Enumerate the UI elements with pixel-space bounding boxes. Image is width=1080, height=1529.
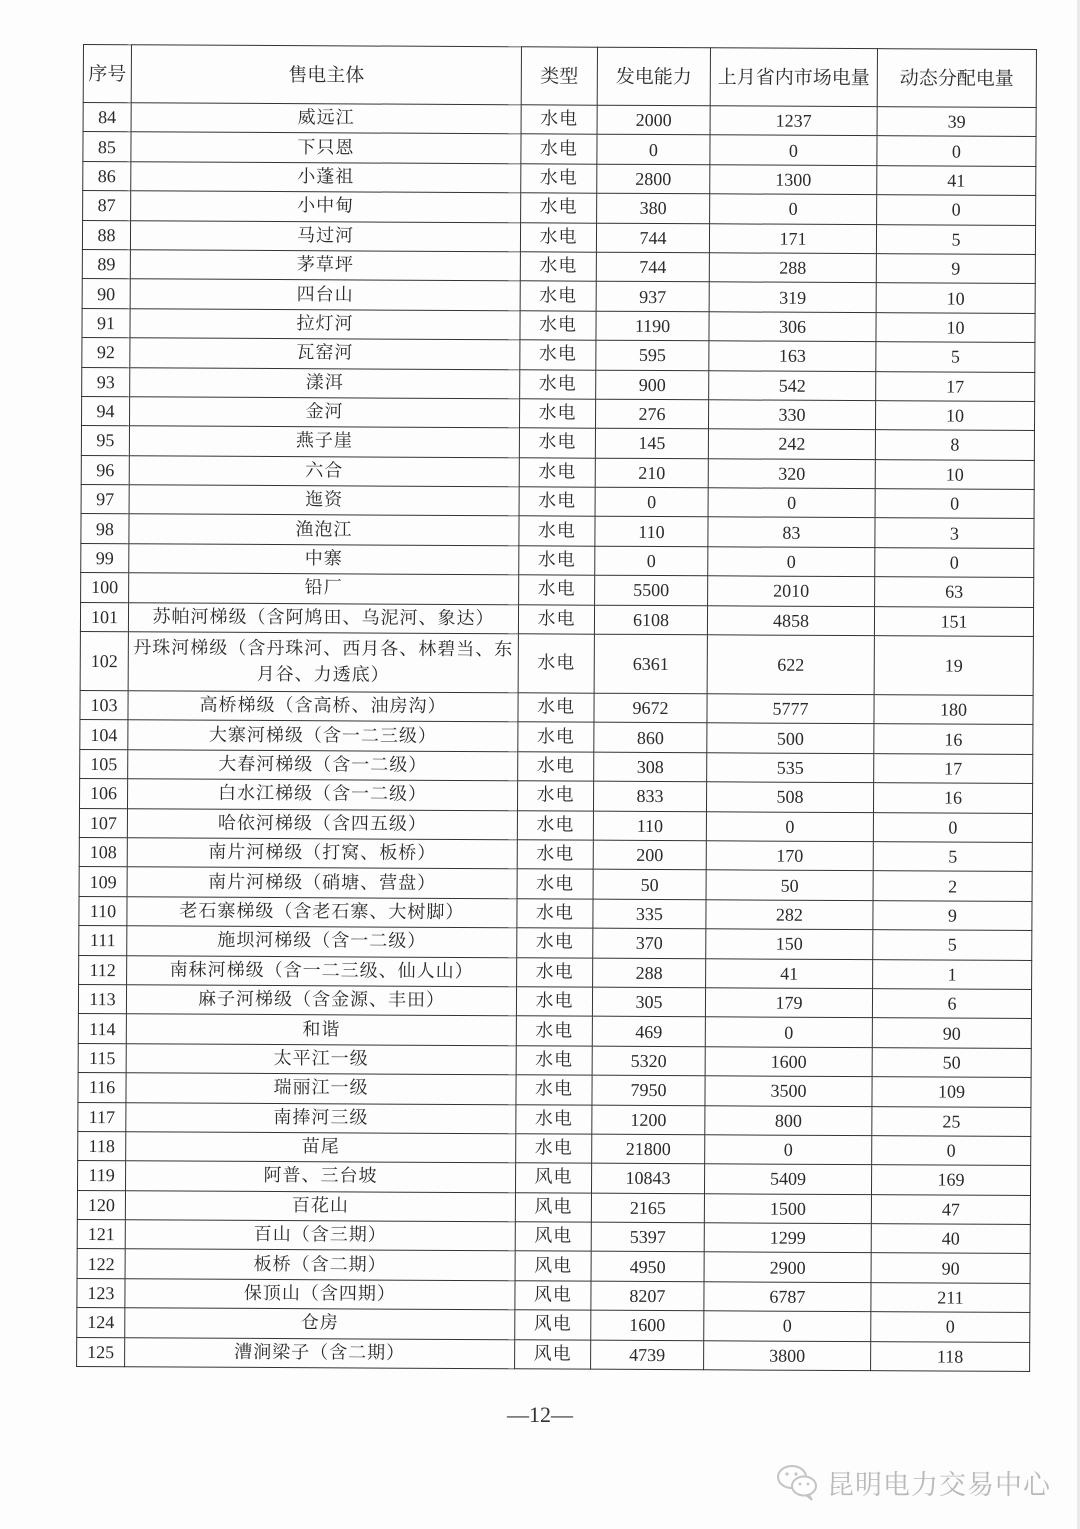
last-month-market-volume: 1600	[705, 1046, 872, 1076]
header-seller: 售电主体	[131, 45, 521, 105]
last-month-market-volume: 0	[710, 135, 877, 165]
last-month-market-volume: 171	[709, 223, 876, 253]
row-number: 88	[82, 220, 130, 250]
seller-name: 太平江一级	[126, 1043, 516, 1074]
row-number: 90	[82, 279, 130, 309]
last-month-market-volume: 800	[705, 1105, 872, 1135]
plant-type: 水电	[519, 516, 595, 546]
dynamic-allocation: 17	[874, 753, 1033, 783]
row-number: 109	[79, 867, 127, 897]
plant-type: 水电	[517, 840, 593, 870]
dynamic-allocation: 10	[875, 401, 1034, 431]
seller-name: 大春河梯级（含一二级）	[128, 750, 518, 781]
row-number: 87	[83, 191, 131, 221]
last-month-market-volume: 1237	[710, 106, 877, 136]
dynamic-allocation: 10	[876, 283, 1035, 313]
generation-capacity: 9672	[594, 693, 707, 723]
seller-name: 渔泡江	[129, 514, 519, 545]
seller-name: 南片河梯级（硝塘、营盘）	[127, 867, 517, 898]
dynamic-allocation: 41	[877, 165, 1036, 195]
generation-capacity: 276	[595, 399, 708, 429]
dynamic-allocation: 0	[875, 548, 1034, 578]
row-number: 104	[80, 720, 128, 750]
last-month-market-volume: 1500	[704, 1193, 871, 1223]
last-month-market-volume: 0	[705, 1017, 872, 1047]
last-month-market-volume: 150	[706, 929, 873, 959]
last-month-market-volume: 1300	[710, 165, 877, 195]
dynamic-allocation: 151	[874, 606, 1033, 636]
plant-type: 水电	[521, 105, 597, 135]
row-number: 121	[77, 1220, 125, 1250]
seller-name: 白水江梯级（含一二级）	[127, 779, 517, 810]
generation-capacity: 380	[597, 193, 710, 223]
last-month-market-volume: 2900	[704, 1252, 871, 1282]
dynamic-allocation: 25	[872, 1106, 1031, 1136]
seller-name: 施坝河梯级（含一二级）	[127, 926, 517, 957]
dynamic-allocation: 211	[871, 1282, 1030, 1312]
row-number: 110	[79, 896, 127, 926]
watermark-text: 昆明电力交易中心	[827, 1469, 1051, 1501]
plant-type: 风电	[515, 1192, 591, 1222]
dynamic-allocation: 0	[877, 136, 1036, 166]
seller-name: 威远江	[131, 103, 521, 134]
generation-capacity: 8207	[591, 1281, 704, 1311]
seller-name: 中寨	[129, 544, 519, 575]
generation-capacity: 833	[593, 781, 706, 811]
generation-capacity: 5320	[592, 1046, 705, 1076]
last-month-market-volume: 282	[706, 900, 873, 930]
generation-capacity: 305	[592, 987, 705, 1017]
row-number: 118	[78, 1131, 126, 1161]
row-number: 122	[77, 1249, 125, 1279]
plant-type: 水电	[519, 399, 595, 429]
plant-type: 水电	[516, 1016, 592, 1046]
plant-type: 水电	[516, 1075, 592, 1105]
header-no: 序号	[83, 45, 131, 103]
last-month-market-volume: 2010	[708, 576, 875, 606]
plant-type: 水电	[518, 722, 594, 752]
last-month-market-volume: 0	[705, 1135, 872, 1165]
row-number: 84	[83, 103, 131, 133]
last-month-market-volume: 542	[709, 370, 876, 400]
last-month-market-volume: 6787	[704, 1282, 871, 1312]
last-month-market-volume: 288	[709, 253, 876, 283]
dynamic-allocation: 9	[873, 900, 1032, 930]
plant-type: 水电	[517, 781, 593, 811]
last-month-market-volume: 319	[709, 282, 876, 312]
dynamic-allocation: 0	[877, 195, 1036, 225]
dynamic-allocation: 47	[871, 1194, 1030, 1224]
generation-capacity: 110	[593, 811, 706, 841]
dynamic-allocation: 1	[873, 959, 1032, 989]
seller-name: 瑞丽江一级	[126, 1073, 516, 1104]
row-number: 96	[81, 455, 129, 485]
generation-capacity: 21800	[592, 1134, 705, 1164]
generation-capacity: 1200	[592, 1105, 705, 1135]
dynamic-allocation: 0	[872, 1136, 1031, 1166]
seller-name: 南片河梯级（打窝、板桥）	[127, 838, 517, 869]
generation-capacity: 10843	[591, 1163, 704, 1193]
last-month-market-volume: 622	[707, 635, 874, 695]
row-number: 106	[79, 779, 127, 809]
generation-capacity: 200	[593, 840, 706, 870]
wechat-icon	[775, 1462, 821, 1502]
seller-name: 金河	[130, 397, 520, 428]
row-number: 113	[78, 984, 126, 1014]
plant-type: 风电	[515, 1251, 591, 1281]
generation-capacity: 2800	[597, 164, 710, 194]
dynamic-allocation: 90	[871, 1253, 1030, 1283]
table-header-row	[83, 45, 1036, 108]
row-number: 100	[81, 573, 129, 603]
seller-name: 阿普、三台坡	[125, 1161, 515, 1192]
row-number: 103	[80, 691, 128, 721]
plant-type: 水电	[519, 575, 595, 605]
generation-capacity: 900	[596, 370, 709, 400]
row-number: 116	[78, 1073, 126, 1103]
dynamic-allocation: 0	[873, 812, 1032, 842]
last-month-market-volume: 170	[706, 841, 873, 871]
plant-type: 水电	[516, 987, 592, 1017]
plant-type: 水电	[518, 634, 594, 693]
last-month-market-volume: 5409	[704, 1164, 871, 1194]
dynamic-allocation: 39	[877, 107, 1036, 137]
generation-capacity: 744	[596, 223, 709, 253]
last-month-market-volume: 4858	[707, 605, 874, 635]
generation-capacity: 744	[596, 252, 709, 282]
dynamic-allocation: 118	[871, 1341, 1030, 1371]
last-month-market-volume: 83	[708, 517, 875, 547]
plant-type: 水电	[520, 252, 596, 282]
seller-name: 小中甸	[131, 191, 521, 222]
row-number: 115	[78, 1043, 126, 1073]
row-number: 85	[83, 132, 131, 162]
dynamic-allocation: 8	[875, 430, 1034, 460]
generation-capacity: 0	[595, 487, 708, 517]
seller-name: 燕子崖	[129, 426, 519, 457]
seller-name: 和谐	[126, 1014, 516, 1045]
row-number: 86	[83, 161, 131, 191]
row-number: 94	[82, 396, 130, 426]
plant-type: 水电	[520, 340, 596, 370]
seller-name: 板桥（含二期）	[125, 1249, 515, 1280]
seller-name: 迤资	[129, 485, 519, 516]
seller-name: 保顶山（含四期）	[125, 1279, 515, 1310]
last-month-market-volume: 320	[708, 458, 875, 488]
row-number: 97	[81, 485, 129, 515]
allocation-table	[76, 44, 1037, 1372]
dynamic-allocation: 10	[876, 312, 1035, 342]
table-body	[77, 103, 1037, 1372]
plant-type: 水电	[519, 546, 595, 576]
generation-capacity: 0	[595, 546, 708, 576]
row-number: 105	[80, 749, 128, 779]
row-number: 112	[79, 955, 127, 985]
dynamic-allocation: 9	[876, 254, 1035, 284]
plant-type: 水电	[519, 457, 595, 487]
seller-name: 铅厂	[129, 573, 519, 604]
plant-type: 水电	[518, 604, 594, 634]
dynamic-allocation: 16	[873, 783, 1032, 813]
plant-type: 水电	[520, 369, 596, 399]
header-dynamic: 动态分配电量	[877, 49, 1036, 108]
plant-type: 风电	[515, 1310, 591, 1340]
last-month-market-volume: 306	[709, 312, 876, 342]
plant-type: 风电	[515, 1163, 591, 1193]
last-month-market-volume: 330	[708, 400, 875, 430]
dynamic-allocation: 90	[872, 1018, 1031, 1048]
plant-type: 水电	[517, 928, 593, 958]
dynamic-allocation: 16	[874, 724, 1033, 754]
row-number: 102	[80, 632, 128, 691]
row-number: 123	[77, 1278, 125, 1308]
dynamic-allocation: 3	[875, 518, 1034, 548]
plant-type: 水电	[517, 869, 593, 899]
generation-capacity: 288	[593, 958, 706, 988]
row-number: 92	[82, 338, 130, 368]
generation-capacity: 335	[593, 899, 706, 929]
header-last-month: 上月省内市场电量	[710, 48, 877, 107]
plant-type: 风电	[515, 1339, 591, 1369]
generation-capacity: 4950	[591, 1252, 704, 1282]
dynamic-allocation: 2	[873, 871, 1032, 901]
plant-type: 水电	[520, 222, 596, 252]
seller-name: 漾洱	[130, 367, 520, 398]
dynamic-allocation: 169	[871, 1165, 1030, 1195]
generation-capacity: 0	[597, 135, 710, 165]
last-month-market-volume: 0	[708, 547, 875, 577]
last-month-market-volume: 242	[708, 429, 875, 459]
seller-name: 六合	[129, 455, 519, 486]
plant-type: 水电	[520, 311, 596, 341]
seller-name: 拉灯河	[130, 308, 520, 339]
seller-name: 百花山	[125, 1190, 515, 1221]
dynamic-allocation: 63	[875, 577, 1034, 607]
last-month-market-volume: 50	[706, 870, 873, 900]
last-month-market-volume: 0	[708, 488, 875, 518]
dynamic-allocation: 0	[875, 489, 1034, 519]
dynamic-allocation: 180	[874, 695, 1033, 725]
generation-capacity: 469	[592, 1017, 705, 1047]
generation-capacity: 308	[594, 752, 707, 782]
dynamic-allocation: 109	[872, 1077, 1031, 1107]
last-month-market-volume: 508	[706, 782, 873, 812]
generation-capacity: 6361	[594, 634, 707, 694]
dynamic-allocation: 17	[876, 371, 1035, 401]
dynamic-allocation: 6	[872, 989, 1031, 1019]
plant-type: 水电	[521, 134, 597, 164]
plant-type: 风电	[515, 1281, 591, 1311]
last-month-market-volume: 3800	[704, 1340, 871, 1370]
seller-name: 漕涧梁子（含二期）	[125, 1337, 515, 1368]
generation-capacity: 6108	[594, 605, 707, 635]
seller-name: 马过河	[130, 220, 520, 251]
generation-capacity: 860	[594, 723, 707, 753]
last-month-market-volume: 0	[706, 811, 873, 841]
plant-type: 水电	[516, 1104, 592, 1134]
last-month-market-volume: 41	[706, 958, 873, 988]
plant-type: 水电	[517, 957, 593, 987]
plant-type: 水电	[520, 281, 596, 311]
seller-name: 瓦窑河	[130, 338, 520, 369]
plant-type: 水电	[516, 1134, 592, 1164]
generation-capacity: 2000	[597, 105, 710, 135]
plant-type: 水电	[518, 693, 594, 723]
seller-name: 仓房	[125, 1308, 515, 1339]
row-number: 107	[79, 808, 127, 838]
row-number: 119	[77, 1161, 125, 1191]
seller-name: 老石寨梯级（含老石寨、大树脚）	[127, 897, 517, 928]
dynamic-allocation: 5	[873, 842, 1032, 872]
last-month-market-volume: 0	[710, 194, 877, 224]
row-number: 120	[77, 1190, 125, 1220]
generation-capacity: 5500	[595, 575, 708, 605]
generation-capacity: 7950	[592, 1075, 705, 1105]
last-month-market-volume: 3500	[705, 1076, 872, 1106]
dynamic-allocation: 5	[876, 224, 1035, 254]
row-number: 125	[77, 1337, 125, 1367]
seller-name: 小蓬祖	[131, 162, 521, 193]
generation-capacity: 1600	[591, 1310, 704, 1340]
generation-capacity: 937	[596, 282, 709, 312]
generation-capacity: 210	[595, 458, 708, 488]
generation-capacity: 110	[595, 517, 708, 547]
row-number: 93	[82, 367, 130, 397]
seller-name: 高桥梯级（含高桥、油房沟）	[128, 691, 518, 722]
dynamic-allocation: 19	[874, 636, 1033, 696]
seller-name: 苗尾	[126, 1132, 516, 1163]
generation-capacity: 50	[593, 870, 706, 900]
row-number: 114	[78, 1014, 126, 1044]
row-number: 117	[78, 1102, 126, 1132]
generation-capacity: 1190	[596, 311, 709, 341]
seller-name: 南秣河梯级（含一二三级、仙人山）	[127, 955, 517, 986]
header-type: 类型	[521, 47, 597, 105]
header-capacity: 发电能力	[597, 47, 710, 106]
row-number: 111	[79, 926, 127, 956]
seller-name: 下只恩	[131, 132, 521, 163]
generation-capacity: 4739	[591, 1340, 704, 1370]
last-month-market-volume: 163	[709, 341, 876, 371]
seller-name: 百山（含三期）	[125, 1220, 515, 1251]
row-number: 91	[82, 308, 130, 338]
dynamic-allocation: 0	[871, 1312, 1030, 1342]
dynamic-allocation: 5	[873, 930, 1032, 960]
last-month-market-volume: 500	[707, 723, 874, 753]
plant-type: 水电	[518, 752, 594, 782]
seller-name: 南捧河三级	[126, 1102, 516, 1133]
last-month-market-volume: 0	[704, 1311, 871, 1341]
plant-type: 水电	[516, 1046, 592, 1076]
row-number: 108	[79, 837, 127, 867]
plant-type: 水电	[519, 428, 595, 458]
watermark	[775, 1462, 1051, 1502]
seller-name: 苏帕河梯级（含阿鸠田、乌泥河、象达）	[128, 602, 518, 633]
last-month-market-volume: 5777	[707, 694, 874, 724]
row-number: 98	[81, 514, 129, 544]
page-number: —12—	[507, 1402, 573, 1427]
table-row	[80, 632, 1033, 696]
row-number: 99	[81, 543, 129, 573]
plant-type: 风电	[515, 1222, 591, 1252]
plant-type: 水电	[521, 164, 597, 194]
row-number: 101	[80, 602, 128, 632]
last-month-market-volume: 535	[707, 753, 874, 783]
last-month-market-volume: 179	[705, 988, 872, 1018]
dynamic-allocation: 50	[872, 1047, 1031, 1077]
generation-capacity: 2165	[591, 1193, 704, 1223]
last-month-market-volume: 1299	[704, 1223, 871, 1253]
generation-capacity: 5397	[591, 1222, 704, 1252]
seller-name: 丹珠河梯级（含丹珠河、西月各、林碧当、东月谷、力透底）	[128, 632, 518, 693]
dynamic-allocation: 40	[871, 1224, 1030, 1254]
row-number: 124	[77, 1308, 125, 1338]
seller-name: 大寨河梯级（含一二三级）	[128, 720, 518, 751]
table-row	[77, 1337, 1030, 1371]
plant-type: 水电	[517, 899, 593, 929]
seller-name: 哈依河梯级（含四五级）	[127, 808, 517, 839]
row-number: 89	[82, 249, 130, 279]
generation-capacity: 145	[595, 428, 708, 458]
row-number: 95	[81, 426, 129, 456]
plant-type: 水电	[521, 193, 597, 223]
dynamic-allocation: 5	[876, 342, 1035, 372]
generation-capacity: 370	[593, 928, 706, 958]
generation-capacity: 595	[596, 340, 709, 370]
dynamic-allocation: 10	[875, 459, 1034, 489]
plant-type: 水电	[519, 487, 595, 517]
plant-type: 水电	[517, 810, 593, 840]
seller-name: 麻子河梯级（含金源、丰田）	[126, 985, 516, 1016]
seller-name: 茅草坪	[130, 250, 520, 281]
seller-name: 四台山	[130, 279, 520, 310]
